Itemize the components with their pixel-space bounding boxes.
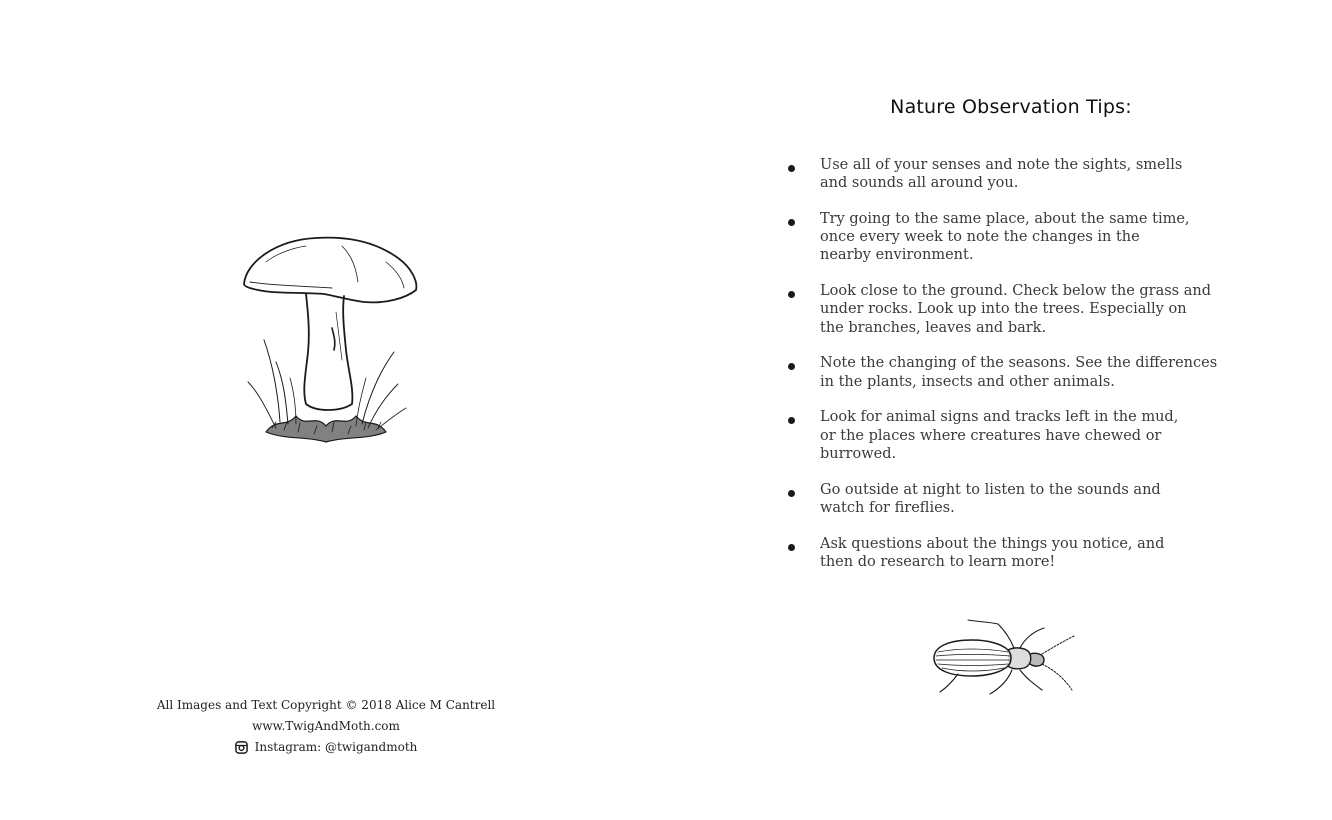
bullet-icon <box>788 165 795 172</box>
list-item <box>786 535 1236 571</box>
list-item <box>786 408 1236 463</box>
tip-text: Look close to the ground. Check below the grass and under rocks. Look up into the trees. Especially on the branches, leaves and bark. <box>820 283 1211 336</box>
bullet-icon <box>788 291 795 298</box>
instagram-icon <box>235 741 248 754</box>
page-title: Nature Observation Tips: <box>890 96 1132 118</box>
tip-text: Ask questions about the things you notice, and then do research to learn more! <box>820 535 1165 570</box>
bullet-icon <box>788 219 795 226</box>
bullet-icon <box>788 363 795 370</box>
tip-text: Look for animal signs and tracks left in the mud, or the places where creatures have chewed or burrowed. <box>820 409 1179 462</box>
website-link[interactable]: www.TwigAndMoth.com <box>252 719 400 733</box>
bullet-icon <box>788 417 795 424</box>
tip-text: Use all of your senses and note the sights, smells and sounds all around you. <box>820 157 1183 192</box>
list-item <box>786 282 1236 337</box>
list-item <box>786 354 1236 390</box>
instagram-handle[interactable] <box>235 737 418 758</box>
tips-list <box>786 156 1236 589</box>
mushroom-illustration <box>236 232 422 446</box>
list-item <box>786 210 1236 265</box>
tip-text: Note the changing of the seasons. See the differences in the plants, insects and other animals. <box>820 355 1218 390</box>
list-item <box>786 481 1236 517</box>
instagram-text: Instagram: @twigandmoth <box>254 740 418 754</box>
tip-text: Go outside at night to listen to the sounds and watch for fireflies. <box>820 481 1161 516</box>
copyright-block <box>110 695 542 761</box>
right-page <box>666 0 1332 820</box>
tip-text: Try going to the same place, about the same time, once every week to note the changes in the nearby environment. <box>820 211 1190 264</box>
list-item <box>786 156 1236 192</box>
copyright-text: All Images and Text Copyright © 2018 Alice M Cantrell <box>156 698 496 712</box>
bullet-icon <box>788 490 795 497</box>
bullet-icon <box>788 544 795 551</box>
beetle-illustration <box>928 618 1082 700</box>
